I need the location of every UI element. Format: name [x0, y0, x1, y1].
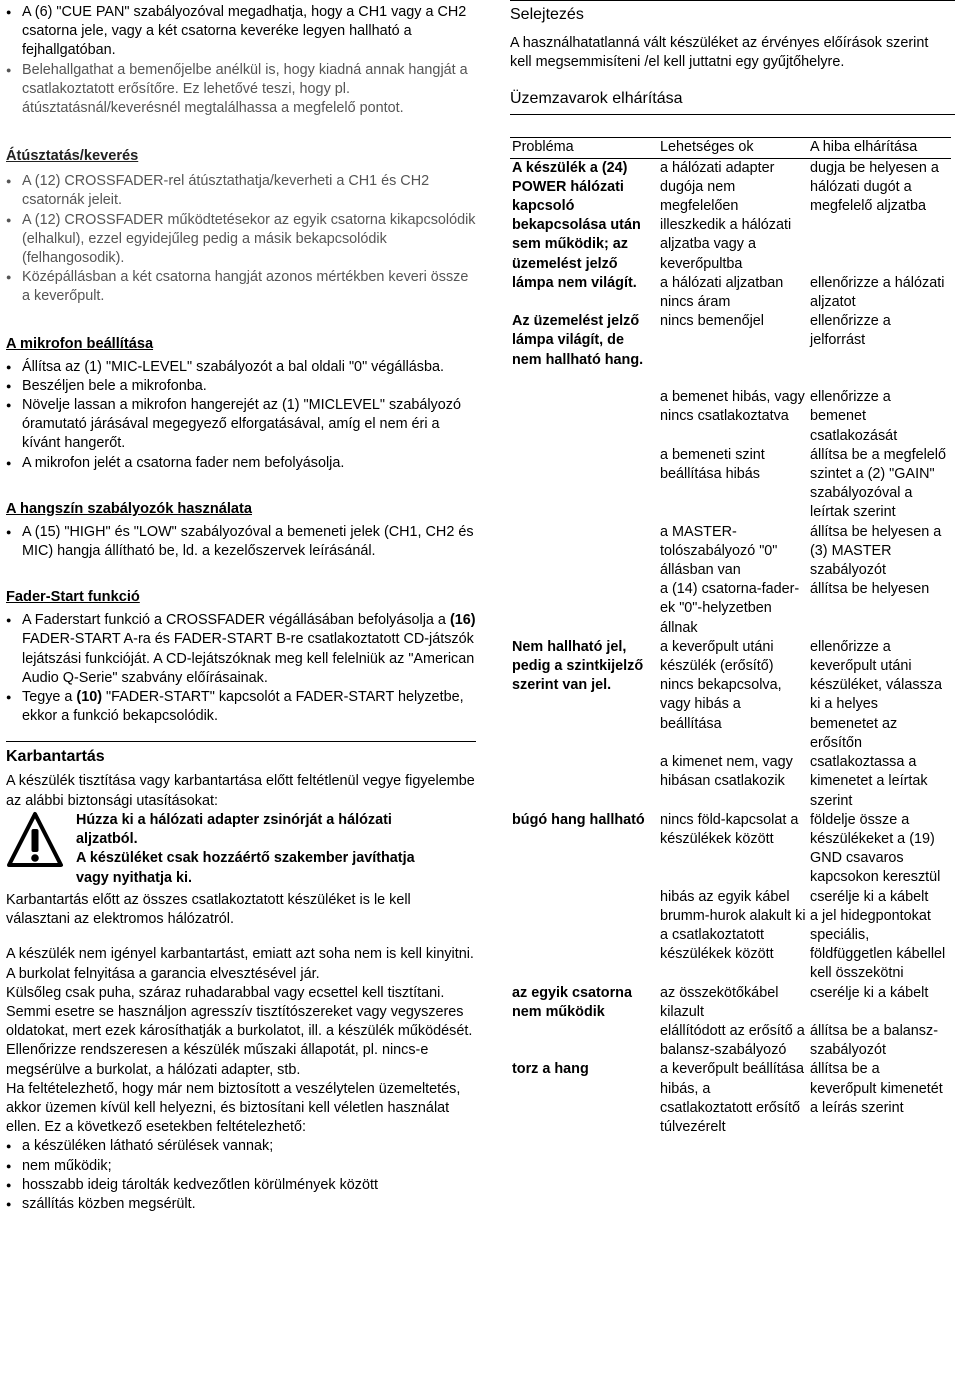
list-item: ● a készüléken látható sérülések vannak; [6, 1137, 476, 1156]
table-row: a bemenet hibás, vagy nincs csatlakoztatva ellenőrizze a bemenet csatlakozását [660, 389, 898, 444]
table-row: az egyik csatorna nem működik az összekötőkábel kilazult cserélje ki a kábelt [512, 984, 929, 1020]
section-heading-maintenance: Karbantartás [6, 748, 105, 766]
table-row: a hálózati aljzatban nincs áram ellenőrizze a hálózati aljzatot [660, 274, 945, 311]
list-item: ● Tegye a (10) "FADER-START" kapcsolót a FADER-START helyzetbe, ekkor a funkció bekapcsolódik. [6, 688, 476, 726]
table-header-row [510, 138, 951, 158]
list-item: ● szállítás közben megsérült. [6, 1195, 476, 1214]
table-row: brumm-hurok alakult ki a csatlakoztatott készülékek között a jel hidegpontokat speciális, földfüggetlen kábellel kell összekötni [660, 907, 946, 982]
table-row: torz a hang a keverőpult beállítása hibás, a csatlakoztatott erősítő túlvezérelt állítsa be a keverőpult kimenetét a leírás szerint [512, 1061, 943, 1135]
list-item: ● A (15) "HIGH" és "LOW" szabályozóval a bemeneti jelek (CH1, CH2 és MIC) hangja állítható be, ld. a kezelőszervek leírásánál. [6, 523, 476, 561]
table-row: a kimenet nem, vagy hibásan csatlakozik csatlakoztassa a kimenetet a leírtak szerint [660, 754, 928, 809]
divider [510, 114, 955, 115]
maintenance-list [6, 1137, 476, 1214]
list-item: ● A (12) CROSSFADER-rel átúsztathatja/keverheti a CH1 és CH2 csatornák jeleit. [6, 172, 476, 210]
left-column [6, 0, 476, 1214]
right-column [510, 0, 955, 1137]
table-row: A készülék a (24) POWER hálózati kapcsoló bekapcsolása után sem működik; az üzemelést jelző lámpa nem világít. a hálózati adapter dugója nem megfelelően illeszkedik a hálózati aljzatba vagy a keverőpultba dugja be helyesen a hálózati dugót a megfelelő aljzatba [512, 159, 939, 291]
warning-triangle-icon [6, 811, 64, 871]
list-item: ● Állítsa az (1) "MIC-LEVEL" szabályozót a bal oldali "0" végállásba. [6, 358, 476, 377]
list-item: ● Középállásban a két csatorna hangját azonos mértékben keveri össze a keverőpult. [6, 268, 476, 306]
table-row: Nem hallható jel, pedig a szintkijelző szerint van jel. a keverőpult utáni készülék (erősítő) nincs bekapcsolva, vagy hibás a beállítása ellenőrizze a keverőpult utáni készüléket, válassza ki a helyes bemenetet az erősítőn [512, 638, 942, 751]
table-row: Az üzemelést jelző lámpa világít, de nem hallható hang. nincs bemenőjel ellenőrizze a jelforrást [512, 313, 891, 368]
list-item: ● A (6) "CUE PAN" szabályozóval megadhatja, hogy a CH1 vagy a CH2 csatorna jele, vagy a két csatorna keveréke legyen hallható a fejhallgatóban. [6, 3, 476, 61]
list-item: ● Növelje lassan a mikrofon hangerejét az (1) "MICLEVEL" szabályozó óramutató járásával megegyező elforgatásával, amíg el nem éri a kívánt hangerőt. [6, 396, 476, 454]
disposal-text: A használhatatlanná vált készüléket az érvényes előírások szerint kell megsemmisíteni /el kell juttatni egy gyűjtőhelyre. [510, 35, 929, 71]
list-item: ● nem működik; [6, 1157, 476, 1176]
list-item: ● A (12) CROSSFADER működtetésekor az egyik csatorna kikapcsolódik (elhalkul), ezzel egyidejűleg pedig a másik bekapcsolódik (felhangosodik). [6, 211, 476, 269]
tone-list [6, 523, 476, 561]
fader-list [6, 611, 476, 726]
section-heading-mic: A mikrofon beállítása [6, 335, 154, 352]
table-row: a (14) csatorna-fader-ek "0"-helyzetben állnak állítsa be helyesen [660, 581, 930, 636]
divider [510, 0, 955, 1]
warning-block [6, 811, 476, 891]
section-heading-tone: A hangszín szabályozók használata [6, 500, 252, 517]
section-heading-crossfade: Átúsztatás/keverés [6, 148, 139, 165]
intro-list [6, 3, 476, 118]
warning-expert: A készüléket csak hozzáértő szakember javíthatja vagy nyithatja ki. [76, 850, 415, 886]
list-item: ● A Faderstart funkció a CROSSFADER végállásában befolyásolja a (16) FADER-START A-ra és FADER-START B-re csatlakoztatott CD-játszók lejátszási funkcióját. A CD-lejátszóknak meg kell felelniük az "American Audio Q-Serie" szabvány előírásainak. [6, 611, 476, 688]
table-row: a bemeneti szint beállítása hibás állítsa be a megfelelő szintet a (2) "GAIN" szabályozóval a leírtak szerint [660, 446, 946, 521]
crossfade-list [6, 172, 476, 306]
column-header: A hiba elhárítása [810, 139, 918, 156]
divider [6, 741, 476, 742]
troubleshooting-table [510, 137, 951, 1137]
column-header: Probléma [512, 139, 574, 156]
maintenance-paragraph: Külsőleg csak puha, száraz ruhadarabbal vagy ecsettel kell tisztítani. Semmi esetre se használjon agresszív tisztítószereket vagy vegyszeres oldatokat, mert ezek károsíthatják a burkolatot, ill. a készülék működését. [6, 984, 473, 1040]
table-row: hibás az egyik kábel cserélje ki a kábelt [660, 888, 929, 905]
maintenance-paragraph: Ellenőrizze rendszeresen a készülék műszaki állapotát, pl. nincs-e megsérülve a burkolat, a hálózati adapter, stb. [6, 1042, 429, 1078]
section-heading-disposal: Selejtezés [510, 6, 584, 23]
section-heading-fader: Fader-Start funkció [6, 589, 140, 606]
table-row: a MASTER-tolószabályozó "0" állásban van állítsa be helyesen a (3) MASTER szabályozót [660, 523, 942, 579]
table-row: elállítódott az erősítő a balansz-szabályozó állítsa be a balansz-szabályozót [660, 1022, 938, 1059]
list-item: ● Belehallgathat a bemenőjelbe anélkül is, hogy kiadná annak hangját a csatlakoztatott erősítőre. Ez lehetővé teszi, hogy pl. átúsztatásnál/keverésnél megtalálhassa a megfelelő pontot. [6, 61, 476, 119]
maintenance-intro: A készülék tisztítása vagy karbantartása előtt feltétlenül vegye figyelembe az alábbi biztonsági utasításokat: [6, 773, 475, 809]
table-row: búgó hang hallható nincs föld-kapcsolat a készülékek között földelje össze a készülékeket a (19) GND csavaros kapcsokon keresztül [512, 811, 941, 886]
section-heading-troubleshooting: Üzemzavarok elhárítása [510, 90, 683, 108]
maintenance-paragraph: Karbantartás előtt az összes csatlakoztatott készüléket is le kell választani az elektromos hálózatról. [6, 891, 411, 928]
warning-unplug: Húzza ki a hálózati adapter zsinórját a hálózati aljzatból. [76, 811, 392, 848]
list-item: ● Beszéljen bele a mikrofonba. [6, 377, 476, 396]
maintenance-paragraph: Ha feltételezhető, hogy már nem biztosított a veszélytelen üzemeltetés, akkor üzemen kívül kell helyezni, és biztosítani kell véletlen használat ellen. Ez a következő esetekben feltételezhető: [6, 1080, 461, 1136]
list-item: ● hosszabb ideig tárolták kedvezőtlen körülmények között [6, 1176, 476, 1195]
list-item: ● A mikrofon jelét a csatorna fader nem befolyásolja. [6, 454, 476, 473]
maintenance-paragraph: A készülék nem igényel karbantartást, emiatt azt soha nem is kell kinyitni. A burkolat felnyitása a garancia elvesztésével jár. [6, 946, 474, 982]
mic-list [6, 358, 476, 473]
column-header: Lehetséges ok [660, 139, 754, 156]
